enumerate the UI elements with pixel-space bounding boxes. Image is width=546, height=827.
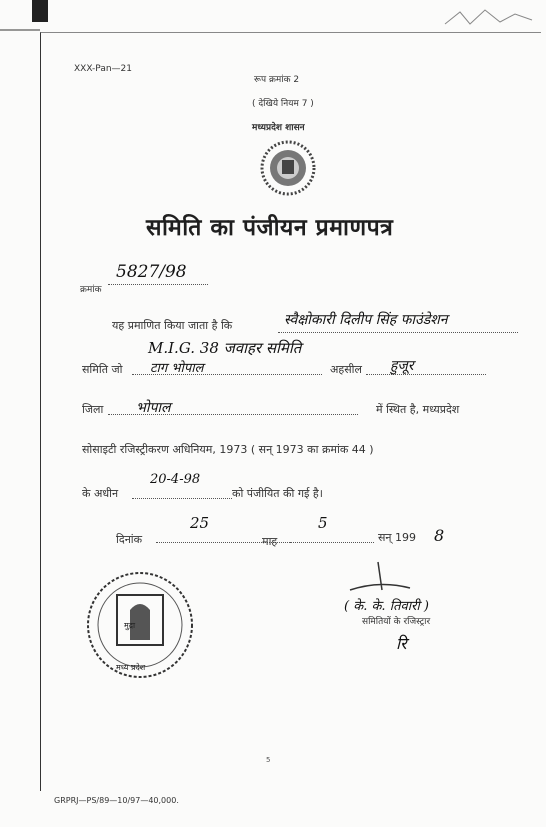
month-label: माह: [262, 535, 278, 548]
society-address-top: M.I.G. 38 जवाहर समिति: [148, 339, 302, 357]
registered-text: को पंजीयित की गई है।: [232, 487, 323, 500]
year-value: 8: [434, 526, 445, 545]
state-emblem-icon: [258, 140, 318, 196]
society-label: समिति जो: [82, 363, 123, 376]
date-day: 25: [190, 514, 210, 532]
signatory-initials: रि: [396, 634, 407, 653]
serial-label: क्रमांक: [80, 285, 102, 295]
certificate-title: समिति का पंजीयन प्रमाणपत्र: [146, 215, 394, 241]
page-mark: 5: [266, 756, 271, 764]
registration-date: 20-4-98: [150, 472, 201, 487]
government-heading: मध्यप्रदेश शासन: [252, 123, 305, 133]
society-address: टाग भोपाल: [150, 361, 204, 376]
printer-footer: GRPRJ—PS/89—10/97—40,000.: [54, 796, 179, 805]
date-label: दिनांक: [116, 533, 143, 546]
tehsil-label: अहसील: [330, 363, 362, 376]
rule-reference: ( देखिये नियम 7 ): [252, 99, 314, 109]
district-label: जिला: [82, 403, 104, 416]
signatory-name: ( के. के. तिवारी ): [344, 599, 429, 614]
pencil-scribble-icon: [440, 6, 540, 30]
signature-scribble-icon: [340, 560, 420, 600]
form-code: XXX-Pan—21: [74, 64, 132, 74]
serial-value: 5827/98: [116, 262, 187, 282]
act-text: सोसाइटी रजिस्ट्रीकरण अधिनियम, 1973 ( सन् 1973 का क्रमांक 44 ): [82, 443, 374, 456]
certify-text: यह प्रमाणित किया जाता है कि: [112, 319, 233, 332]
month-value: 5: [318, 514, 328, 532]
seal-text-bottom: मध्य प्रदेश: [116, 663, 146, 672]
seal-text-top: मुद्रा: [124, 621, 136, 630]
district-value: भोपाल: [136, 400, 171, 416]
tehsil-value: हुजूर: [390, 358, 414, 374]
society-name: स्वैक्षोकारी दिलीप सिंह फाउंडेशन: [284, 312, 448, 328]
year-label: सन् 199: [378, 531, 417, 544]
under-label: के अधीन: [82, 487, 119, 500]
located-text: में स्थित है, मध्यप्रदेश: [376, 403, 460, 416]
form-number: रूप क्रमांक 2: [254, 75, 300, 85]
signatory-title: समितियों के रजिस्ट्रार: [362, 617, 431, 627]
